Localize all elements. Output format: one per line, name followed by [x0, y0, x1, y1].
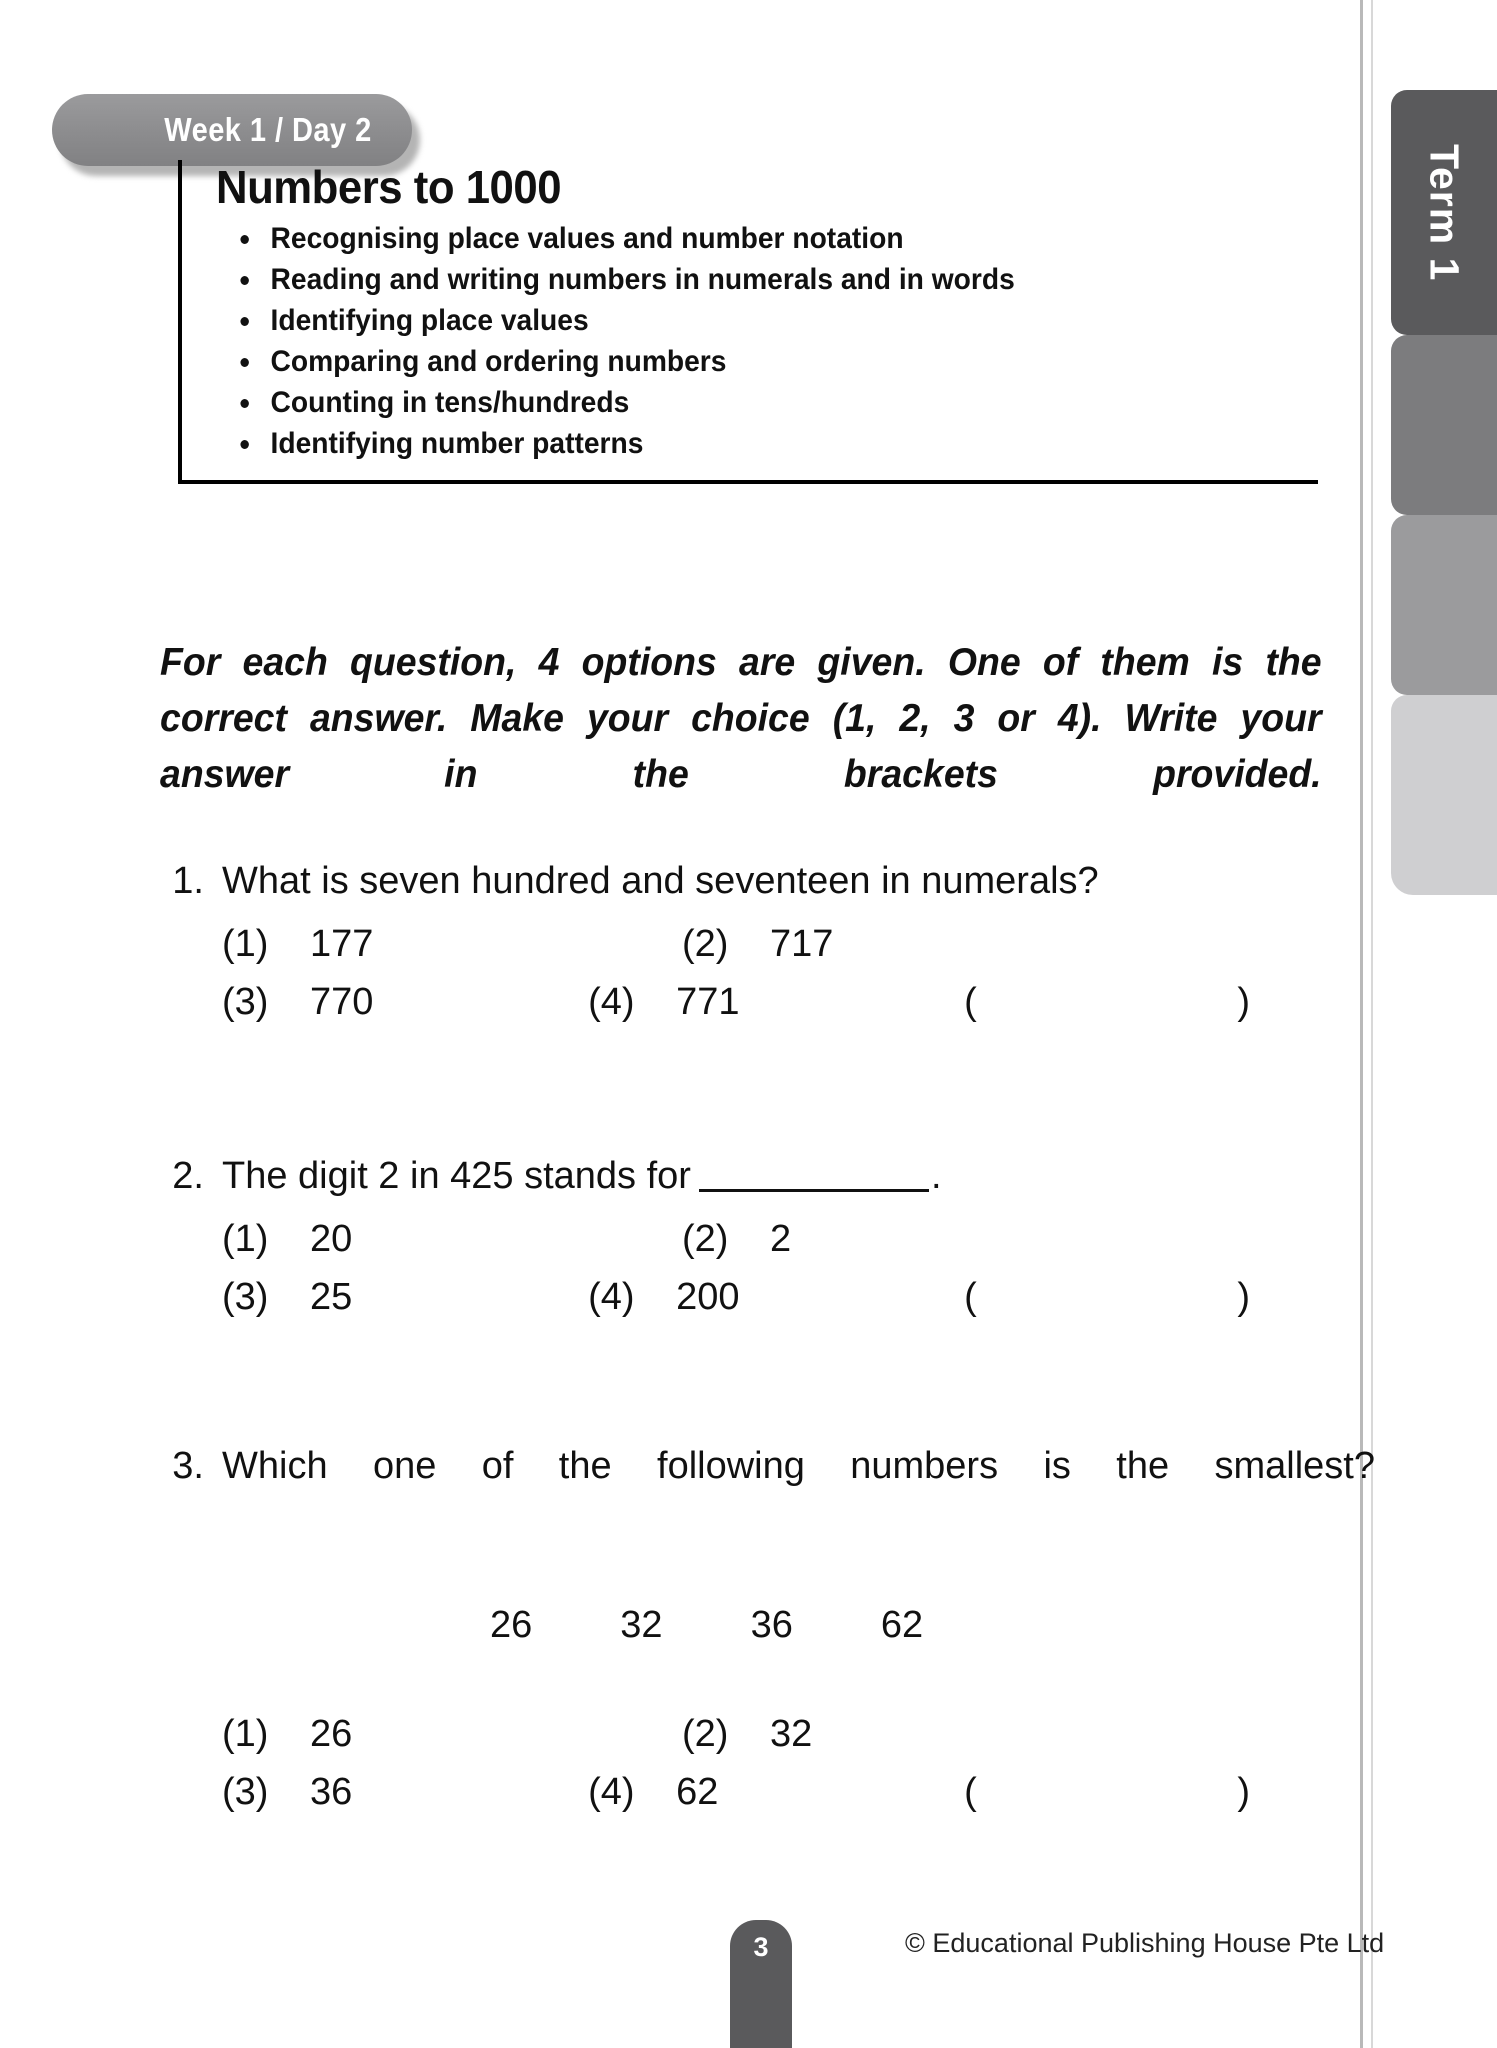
week-day-badge: [52, 94, 412, 166]
tab-term-1[interactable]: [1391, 90, 1497, 335]
list-item: Identifying place values: [216, 300, 1252, 341]
option-2[interactable]: [682, 915, 1142, 973]
option-4-key: (4): [588, 1771, 635, 1813]
option-4[interactable]: [588, 1763, 954, 1821]
list-item: Reading and writing numbers in numerals and in words: [216, 259, 1252, 300]
option-row: [222, 973, 1375, 1031]
option-1-key: (1): [222, 923, 269, 965]
option-row: [222, 1268, 1375, 1326]
option-3[interactable]: [222, 1268, 588, 1326]
option-1[interactable]: [222, 915, 682, 973]
option-3-key: (3): [222, 981, 269, 1023]
question-1-options: [222, 915, 1375, 1031]
option-2[interactable]: [682, 1705, 1142, 1763]
option-1-value: 26: [310, 1713, 353, 1755]
answer-blank-line[interactable]: [699, 1189, 929, 1192]
option-2-key: (2): [682, 1713, 729, 1755]
list-item: Recognising place values and number notation: [216, 218, 1252, 259]
option-row: [222, 1705, 1375, 1763]
option-2-key: (2): [682, 1218, 729, 1260]
option-4-value: 62: [676, 1771, 719, 1813]
question-2-options: [222, 1210, 1375, 1326]
option-2-value: 717: [770, 923, 834, 965]
option-3-value: 36: [310, 1771, 353, 1813]
question-2: [160, 1150, 1375, 1326]
option-3-key: (3): [222, 1276, 269, 1318]
question-1: [160, 855, 1375, 1031]
number-strip-item: 36: [750, 1604, 793, 1646]
number-strip-item: 32: [620, 1604, 663, 1646]
tab-term-3[interactable]: [1391, 515, 1497, 695]
question-3-text: Which one of the following numbers is the smallest?: [222, 1445, 1375, 1487]
option-4[interactable]: [588, 973, 954, 1031]
copyright-text: © Educational Publishing House Pte Ltd: [905, 1928, 1385, 1958]
answer-bracket[interactable]: ( ): [964, 1276, 1375, 1318]
question-2-text-before-blank: The digit 2 in 425 stands for: [222, 1155, 691, 1197]
question-3-number-strip: [490, 1604, 1375, 1647]
instructions-paragraph: For each question, 4 options are given. One of them is the correct answer. Make your choice (1, 2, 3 or 4). Write your answer in the brackets provided.: [160, 641, 1322, 796]
page-number-tab: [730, 1920, 792, 2048]
answer-bracket[interactable]: ( ): [964, 981, 1375, 1023]
option-3-value: 25: [310, 1276, 353, 1318]
option-3-value: 770: [310, 981, 374, 1023]
option-1[interactable]: [222, 1705, 682, 1763]
option-1[interactable]: [222, 1210, 682, 1268]
option-row: [222, 1763, 1375, 1821]
option-3-key: (3): [222, 1771, 269, 1813]
option-2-key: (2): [682, 923, 729, 965]
number-strip-item: 62: [880, 1604, 924, 1646]
question-2-text-after-blank: .: [930, 1155, 942, 1197]
option-1-value: 20: [310, 1218, 353, 1260]
question-2-number: 2.: [172, 1155, 204, 1197]
list-item: Comparing and ordering numbers: [216, 341, 1252, 382]
question-3-heading: [160, 1440, 1375, 1544]
page-number: 3: [753, 1932, 769, 1962]
tab-term-4[interactable]: [1391, 695, 1497, 895]
option-4-key: (4): [588, 981, 635, 1023]
option-2-value: 2: [770, 1218, 792, 1260]
option-2-value: 32: [770, 1713, 813, 1755]
week-day-label: Week 1 / Day 2: [164, 111, 372, 148]
number-strip-item: 26: [490, 1604, 533, 1646]
option-1-key: (1): [222, 1713, 269, 1755]
option-4[interactable]: [588, 1268, 954, 1326]
option-4-value: 771: [676, 981, 740, 1023]
option-4-value: 200: [676, 1276, 740, 1318]
question-1-text: What is seven hundred and seventeen in numerals?: [222, 860, 1099, 902]
option-row: [222, 915, 1375, 973]
list-item: Identifying number patterns: [216, 423, 1252, 464]
option-4-key: (4): [588, 1276, 635, 1318]
question-1-heading: [160, 855, 1375, 907]
option-row: [222, 1210, 1375, 1268]
option-1-key: (1): [222, 1218, 269, 1260]
question-1-number: 1.: [172, 860, 204, 902]
list-item: Counting in tens/hundreds: [216, 382, 1252, 423]
option-3[interactable]: [222, 973, 588, 1031]
question-3: [160, 1440, 1375, 1821]
question-2-heading: [160, 1150, 1375, 1202]
question-2-text: [222, 1150, 1375, 1202]
topic-objectives-box: [178, 160, 1318, 484]
answer-bracket[interactable]: ( ): [964, 1771, 1375, 1813]
tab-term-1-label: Term 1: [1421, 143, 1468, 282]
page-title: Numbers to 1000: [216, 161, 562, 213]
question-3-options: [222, 1705, 1375, 1821]
question-3-number: 3.: [172, 1445, 204, 1487]
tab-term-2[interactable]: [1391, 335, 1497, 515]
option-2[interactable]: [682, 1210, 1142, 1268]
option-1-value: 177: [310, 923, 374, 965]
objectives-list: [216, 218, 1318, 464]
option-3[interactable]: [222, 1763, 588, 1821]
